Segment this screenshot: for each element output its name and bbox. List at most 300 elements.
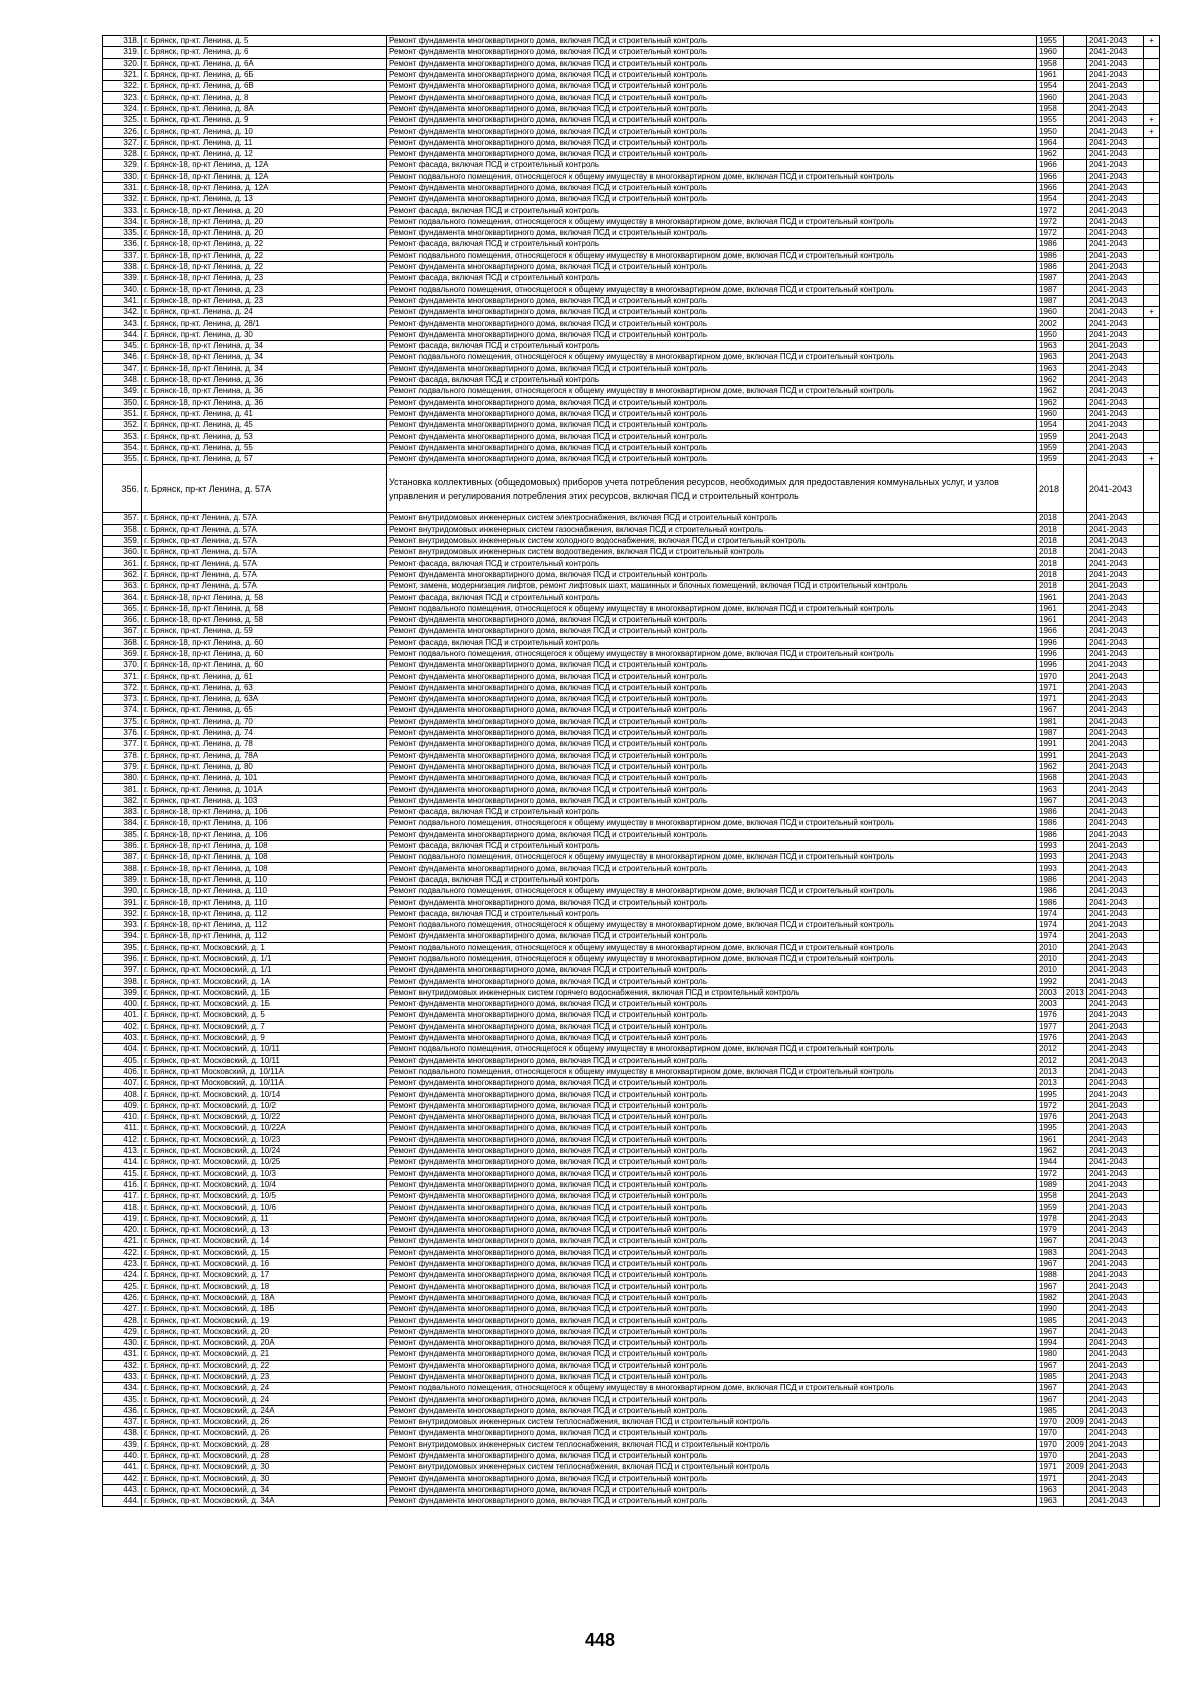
last-repair-year-cell [1064,637,1087,648]
table-row [103,239,1160,250]
work-type-cell: Ремонт фундамента многоквартирного дома, включая ПСД и строительный контроль [387,194,1037,205]
work-type-cell: Ремонт фасада, включая ПСД и строительный контроль [387,205,1037,216]
planned-period-cell: 2041-2043 [1087,603,1144,614]
build-year-cell: 1991 [1037,739,1064,750]
row-number: 400. [103,999,142,1010]
planned-period-cell: 2041-2043 [1087,874,1144,885]
mark-cell [1144,1191,1160,1202]
last-repair-year-cell [1064,318,1087,329]
build-year-cell: 1967 [1037,1326,1064,1337]
work-type-cell: Ремонт фундамента многоквартирного дома, включая ПСД и строительный контроль [387,773,1037,784]
build-year-cell: 1986 [1037,261,1064,272]
mark-cell [1144,182,1160,193]
planned-period-cell: 2041-2043 [1087,92,1144,103]
mark-cell [1144,250,1160,261]
build-year-cell: 2012 [1037,1044,1064,1055]
mark-cell [1144,1383,1160,1394]
address-cell: г. Брянск, пр-кт. Ленина, д. 13 [142,194,387,205]
planned-period-cell: 2041-2043 [1087,829,1144,840]
build-year-cell: 1954 [1037,81,1064,92]
table-row [103,818,1160,829]
mark-cell [1144,1258,1160,1269]
planned-period-cell: 2041-2043 [1087,1337,1144,1348]
build-year-cell: 1986 [1037,239,1064,250]
address-cell: г. Брянск, пр-кт Ленина, д. 57А [142,558,387,569]
build-year-cell: 1993 [1037,852,1064,863]
work-type-cell: Ремонт фундамента многоквартирного дома, включая ПСД и строительный контроль [387,671,1037,682]
row-number: 419. [103,1213,142,1224]
table-row [103,295,1160,306]
table-row [103,1258,1160,1269]
row-number: 442. [103,1473,142,1484]
address-cell: г. Брянск, пр-кт. Московский, д. 14 [142,1236,387,1247]
table-row [103,908,1160,919]
row-number: 430. [103,1337,142,1348]
mark-cell [1144,660,1160,671]
address-cell: г. Брянск, пр-кт. Ленина, д. 57 [142,453,387,464]
planned-period-cell: 2041-2043 [1087,1213,1144,1224]
address-cell: г. Брянск, пр-кт. Ленина, д. 6 [142,47,387,58]
planned-period-cell: 2041-2043 [1087,58,1144,69]
last-repair-year-cell [1064,592,1087,603]
mark-cell [1144,261,1160,272]
planned-period-cell: 2041-2043 [1087,1473,1144,1484]
work-type-cell: Ремонт фундамента многоквартирного дома, включая ПСД и строительный контроль [387,1032,1037,1043]
planned-period-cell: 2041-2043 [1087,453,1144,464]
planned-period-cell: 2041-2043 [1087,1383,1144,1394]
work-type-cell: Ремонт подвального помещения, относящегося к общему имуществу в многоквартирном доме, включая ПСД и строительный контроль [387,953,1037,964]
address-cell: г. Брянск-18, пр-кт Ленина, д. 34 [142,341,387,352]
address-cell: г. Брянск, пр-кт. Ленина, д. 74 [142,727,387,738]
work-type-cell: Ремонт фундамента многоквартирного дома, включая ПСД и строительный контроль [387,295,1037,306]
build-year-cell: 1966 [1037,182,1064,193]
table-row [103,1157,1160,1168]
last-repair-year-cell [1064,216,1087,227]
build-year-cell: 1985 [1037,1315,1064,1326]
build-year-cell: 1962 [1037,1145,1064,1156]
mark-cell [1144,1123,1160,1134]
planned-period-cell: 2041-2043 [1087,1066,1144,1077]
last-repair-year-cell [1064,535,1087,546]
mark-cell [1144,228,1160,239]
mark-cell [1144,1157,1160,1168]
build-year-cell: 1961 [1037,1134,1064,1145]
address-cell: г. Брянск, пр-кт. Московский, д. 28 [142,1450,387,1461]
mark-cell [1144,626,1160,637]
mark-cell [1144,58,1160,69]
table-row [103,569,1160,580]
last-repair-year-cell [1064,1202,1087,1213]
mark-cell [1144,1349,1160,1360]
mark-cell [1144,614,1160,625]
table-row [103,1462,1160,1473]
table-row [103,1484,1160,1495]
last-repair-year-cell [1064,739,1087,750]
table-row [103,126,1160,137]
row-number: 401. [103,1010,142,1021]
table-row [103,1281,1160,1292]
mark-cell [1144,840,1160,851]
row-number: 417. [103,1191,142,1202]
row-number: 389. [103,874,142,885]
row-number: 333. [103,205,142,216]
planned-period-cell: 2041-2043 [1087,716,1144,727]
mark-cell [1144,739,1160,750]
address-cell: г. Брянск, пр-кт. Московский, д. 1/1 [142,965,387,976]
work-type-cell: Ремонт фундамента многоквартирного дома, включая ПСД и строительный контроль [387,453,1037,464]
table-row [103,420,1160,431]
table-row [103,886,1160,897]
build-year-cell: 1986 [1037,250,1064,261]
work-type-cell: Ремонт внутридомовых инженерных систем горячего водоснабжения, включая ПСД и строительный контроль [387,987,1037,998]
last-repair-year-cell [1064,705,1087,716]
table-row [103,637,1160,648]
last-repair-year-cell [1064,160,1087,171]
build-year-cell: 1985 [1037,1371,1064,1382]
last-repair-year-cell [1064,1066,1087,1077]
row-number: 368. [103,637,142,648]
mark-cell [1144,942,1160,953]
build-year-cell: 1963 [1037,352,1064,363]
address-cell: г. Брянск-18, пр-кт Ленина, д. 60 [142,660,387,671]
work-type-cell: Ремонт фасада, включая ПСД и строительный контроль [387,908,1037,919]
planned-period-cell: 2041-2043 [1087,115,1144,126]
planned-period-cell: 2041-2043 [1087,513,1144,524]
last-repair-year-cell [1064,750,1087,761]
row-number: 420. [103,1224,142,1235]
row-number: 331. [103,182,142,193]
mark-cell [1144,1439,1160,1450]
build-year-cell: 1985 [1037,1405,1064,1416]
build-year-cell: 1967 [1037,1236,1064,1247]
table-row [103,1021,1160,1032]
address-cell: г. Брянск, пр-кт Ленина, д. 57А [142,465,387,513]
planned-period-cell: 2041-2043 [1087,863,1144,874]
row-number: 403. [103,1032,142,1043]
table-row [103,829,1160,840]
build-year-cell: 1958 [1037,103,1064,114]
address-cell: г. Брянск, пр-кт. Ленина, д. 55 [142,442,387,453]
last-repair-year-cell [1064,727,1087,738]
work-type-cell: Ремонт фундамента многоквартирного дома, включая ПСД и строительный контроль [387,784,1037,795]
row-number: 346. [103,352,142,363]
mark-cell [1144,874,1160,885]
planned-period-cell: 2041-2043 [1087,397,1144,408]
row-number: 358. [103,524,142,535]
row-number: 319. [103,47,142,58]
mark-cell [1144,603,1160,614]
table-row [103,307,1160,318]
work-type-cell: Ремонт фундамента многоквартирного дома, включая ПСД и строительный контроль [387,137,1037,148]
last-repair-year-cell [1064,1315,1087,1326]
build-year-cell: 1967 [1037,705,1064,716]
table-row [103,874,1160,885]
last-repair-year-cell [1064,1496,1087,1507]
address-cell: г. Брянск, пр-кт. Московский, д. 28 [142,1439,387,1450]
row-number: 404. [103,1044,142,1055]
planned-period-cell: 2041-2043 [1087,1236,1144,1247]
address-cell: г. Брянск-18, пр-кт Ленина, д. 23 [142,284,387,295]
table-row [103,386,1160,397]
mark-cell [1144,216,1160,227]
table-row [103,513,1160,524]
mark-cell [1144,1405,1160,1416]
build-year-cell: 1970 [1037,671,1064,682]
work-type-cell: Ремонт фундамента многоквартирного дома, включая ПСД и строительный контроль [387,761,1037,772]
planned-period-cell: 2041-2043 [1087,1417,1144,1428]
build-year-cell: 2018 [1037,547,1064,558]
address-cell: г. Брянск, пр-кт. Московский, д. 10/22 [142,1112,387,1123]
row-number: 326. [103,126,142,137]
last-repair-year-cell [1064,228,1087,239]
address-cell: г. Брянск, пр-кт. Московский, д. 10/22А [142,1123,387,1134]
row-number: 377. [103,739,142,750]
address-cell: г. Брянск-18, пр-кт Ленина, д. 12А [142,160,387,171]
address-cell: г. Брянск, пр-кт. Ленина, д. 41 [142,408,387,419]
build-year-cell: 1961 [1037,592,1064,603]
row-number: 434. [103,1383,142,1394]
work-type-cell: Ремонт фундамента многоквартирного дома, включая ПСД и строительный контроль [387,727,1037,738]
work-type-cell: Ремонт фундамента многоквартирного дома, включая ПСД и строительный контроль [387,1428,1037,1439]
address-cell: г. Брянск, пр-кт. Московский, д. 5 [142,1010,387,1021]
mark-cell [1144,648,1160,659]
planned-period-cell: 2041-2043 [1087,295,1144,306]
last-repair-year-cell [1064,795,1087,806]
last-repair-year-cell [1064,1428,1087,1439]
table-row [103,318,1160,329]
table-row [103,897,1160,908]
address-cell: г. Брянск, пр-кт Московский, д. 10/11А [142,1078,387,1089]
planned-period-cell: 2041-2043 [1087,1202,1144,1213]
last-repair-year-cell [1064,420,1087,431]
table-row [103,999,1160,1010]
row-number: 433. [103,1371,142,1382]
last-repair-year-cell [1064,761,1087,772]
build-year-cell: 1974 [1037,931,1064,942]
planned-period-cell: 2041-2043 [1087,465,1144,513]
work-type-cell: Ремонт подвального помещения, относящегося к общему имуществу в многоквартирном доме, включая ПСД и строительный контроль [387,216,1037,227]
planned-period-cell: 2041-2043 [1087,1224,1144,1235]
work-type-cell: Ремонт фундамента многоквартирного дома, включая ПСД и строительный контроль [387,626,1037,637]
work-type-cell: Ремонт фундамента многоквартирного дома, включая ПСД и строительный контроль [387,1315,1037,1326]
row-number: 406. [103,1066,142,1077]
mark-cell [1144,976,1160,987]
planned-period-cell: 2041-2043 [1087,558,1144,569]
work-type-cell: Ремонт фундамента многоквартирного дома, включая ПСД и строительный контроль [387,1202,1037,1213]
planned-period-cell: 2041-2043 [1087,773,1144,784]
mark-cell [1144,442,1160,453]
table-row [103,1371,1160,1382]
last-repair-year-cell [1064,1450,1087,1461]
mark-cell [1144,581,1160,592]
row-number: 421. [103,1236,142,1247]
work-type-cell: Ремонт внутридомовых инженерных систем теплоснабжения, включая ПСД и строительный контроль [387,1462,1037,1473]
work-type-cell: Ремонт фундамента многоквартирного дома, включая ПСД и строительный контроль [387,1112,1037,1123]
planned-period-cell: 2041-2043 [1087,931,1144,942]
mark-cell [1144,273,1160,284]
table-row [103,784,1160,795]
work-type-cell: Ремонт фундамента многоквартирного дома, включая ПСД и строительный контроль [387,1213,1037,1224]
last-repair-year-cell [1064,671,1087,682]
table-body [103,36,1160,1507]
work-type-cell: Ремонт фундамента многоквартирного дома, включая ПСД и строительный контроль [387,863,1037,874]
address-cell: г. Брянск-18, пр-кт Ленина, д. 36 [142,386,387,397]
table-row [103,1055,1160,1066]
planned-period-cell: 2041-2043 [1087,374,1144,385]
build-year-cell: 1970 [1037,1450,1064,1461]
table-row [103,1337,1160,1348]
address-cell: г. Брянск, пр-кт. Ленина, д. 63 [142,682,387,693]
planned-period-cell: 2041-2043 [1087,148,1144,159]
table-row [103,614,1160,625]
table-row [103,671,1160,682]
table-row [103,1202,1160,1213]
row-number: 410. [103,1112,142,1123]
mark-cell [1144,431,1160,442]
table-row [103,137,1160,148]
work-type-cell: Ремонт фасада, включая ПСД и строительный контроль [387,807,1037,818]
table-row [103,363,1160,374]
table-row [103,103,1160,114]
last-repair-year-cell [1064,1337,1087,1348]
table-row [103,919,1160,930]
last-repair-year-cell [1064,784,1087,795]
mark-cell [1144,829,1160,840]
row-number: 364. [103,592,142,603]
build-year-cell: 1960 [1037,307,1064,318]
work-type-cell: Ремонт подвального помещения, относящегося к общему имуществу в многоквартирном доме, включая ПСД и строительный контроль [387,284,1037,295]
row-number: 384. [103,818,142,829]
build-year-cell: 1987 [1037,273,1064,284]
build-year-cell: 1962 [1037,148,1064,159]
work-type-cell: Ремонт фундамента многоквартирного дома, включая ПСД и строительный контроль [387,1134,1037,1145]
build-year-cell: 1963 [1037,784,1064,795]
mark-cell [1144,1021,1160,1032]
build-year-cell: 1986 [1037,886,1064,897]
work-type-cell: Ремонт подвального помещения, относящегося к общему имуществу в многоквартирном доме, включая ПСД и строительный контроль [387,818,1037,829]
build-year-cell: 1983 [1037,1247,1064,1258]
table-row [103,1383,1160,1394]
last-repair-year-cell [1064,1383,1087,1394]
last-repair-year-cell [1064,1270,1087,1281]
last-repair-year-cell [1064,829,1087,840]
mark-cell [1144,795,1160,806]
last-repair-year-cell [1064,329,1087,340]
table-row [103,228,1160,239]
planned-period-cell: 2041-2043 [1087,965,1144,976]
planned-period-cell: 2041-2043 [1087,1021,1144,1032]
address-cell: г. Брянск-18, пр-кт Ленина, д. 36 [142,374,387,385]
planned-period-cell: 2041-2043 [1087,341,1144,352]
planned-period-cell: 2041-2043 [1087,103,1144,114]
planned-period-cell: 2041-2043 [1087,535,1144,546]
address-cell: г. Брянск, пр-кт. Ленина, д. 6А [142,58,387,69]
address-cell: г. Брянск-18, пр-кт Ленина, д. 23 [142,295,387,306]
mark-cell [1144,1473,1160,1484]
last-repair-year-cell [1064,1010,1087,1021]
build-year-cell: 1992 [1037,976,1064,987]
address-cell: г. Брянск, пр-кт. Московский, д. 34А [142,1496,387,1507]
last-repair-year-cell [1064,807,1087,818]
work-type-cell: Ремонт фундамента многоквартирного дома, включая ПСД и строительный контроль [387,739,1037,750]
address-cell: г. Брянск, пр-кт. Московский, д. 24 [142,1394,387,1405]
last-repair-year-cell [1064,465,1087,513]
build-year-cell: 2018 [1037,558,1064,569]
row-number: 412. [103,1134,142,1145]
work-type-cell: Ремонт внутридомовых инженерных систем холодного водоснабжения, включая ПСД и строительный контроль [387,535,1037,546]
row-number: 363. [103,581,142,592]
row-number: 387. [103,852,142,863]
row-number: 439. [103,1439,142,1450]
build-year-cell: 1977 [1037,1021,1064,1032]
last-repair-year-cell [1064,1168,1087,1179]
address-cell: г. Брянск, пр-кт. Ленина, д. 45 [142,420,387,431]
work-type-cell: Ремонт внутридомовых инженерных систем теплоснабжения, включая ПСД и строительный контроль [387,1439,1037,1450]
address-cell: г. Брянск-18, пр-кт Ленина, д. 22 [142,261,387,272]
address-cell: г. Брянск, пр-кт. Московский, д. 30 [142,1473,387,1484]
mark-cell [1144,420,1160,431]
mark-cell [1144,352,1160,363]
planned-period-cell: 2041-2043 [1087,1405,1144,1416]
work-type-cell: Ремонт внутридомовых инженерных систем водоотведения, включая ПСД и строительный контроль [387,547,1037,558]
last-repair-year-cell [1064,1224,1087,1235]
last-repair-year-cell [1064,931,1087,942]
address-cell: г. Брянск-18, пр-кт Ленина, д. 60 [142,637,387,648]
work-type-cell: Ремонт фундамента многоквартирного дома, включая ПСД и строительный контроль [387,931,1037,942]
address-cell: г. Брянск-18, пр-кт Ленина, д. 22 [142,239,387,250]
planned-period-cell: 2041-2043 [1087,1484,1144,1495]
last-repair-year-cell [1064,1055,1087,1066]
planned-period-cell: 2041-2043 [1087,1450,1144,1461]
work-type-cell: Ремонт фасада, включая ПСД и строительный контроль [387,374,1037,385]
mark-cell [1144,397,1160,408]
planned-period-cell: 2041-2043 [1087,1123,1144,1134]
last-repair-year-cell [1064,1281,1087,1292]
last-repair-year-cell [1064,840,1087,851]
last-repair-year-cell [1064,126,1087,137]
table-row [103,273,1160,284]
mark-cell [1144,1450,1160,1461]
build-year-cell: 1995 [1037,1089,1064,1100]
table-row [103,58,1160,69]
build-year-cell: 1966 [1037,171,1064,182]
address-cell: г. Брянск, пр-кт. Московский, д. 7 [142,1021,387,1032]
last-repair-year-cell [1064,886,1087,897]
build-year-cell: 1990 [1037,1304,1064,1315]
table-row [103,374,1160,385]
build-year-cell: 1972 [1037,205,1064,216]
row-number: 394. [103,931,142,942]
planned-period-cell: 2041-2043 [1087,386,1144,397]
last-repair-year-cell [1064,1134,1087,1145]
build-year-cell: 1982 [1037,1292,1064,1303]
build-year-cell: 1944 [1037,1157,1064,1168]
work-type-cell: Ремонт фундамента многоквартирного дома, включая ПСД и строительный контроль [387,1179,1037,1190]
planned-period-cell: 2041-2043 [1087,908,1144,919]
build-year-cell: 2018 [1037,524,1064,535]
mark-cell [1144,408,1160,419]
table-row [103,953,1160,964]
last-repair-year-cell [1064,341,1087,352]
planned-period-cell: 2041-2043 [1087,1462,1144,1473]
last-repair-year-cell [1064,818,1087,829]
planned-period-cell: 2041-2043 [1087,194,1144,205]
work-type-cell: Ремонт фундамента многоквартирного дома, включая ПСД и строительный контроль [387,569,1037,580]
row-number: 348. [103,374,142,385]
last-repair-year-cell [1064,1258,1087,1269]
address-cell: г. Брянск, пр-кт Московский, д. 10/11А [142,1066,387,1077]
build-year-cell: 1980 [1037,1349,1064,1360]
